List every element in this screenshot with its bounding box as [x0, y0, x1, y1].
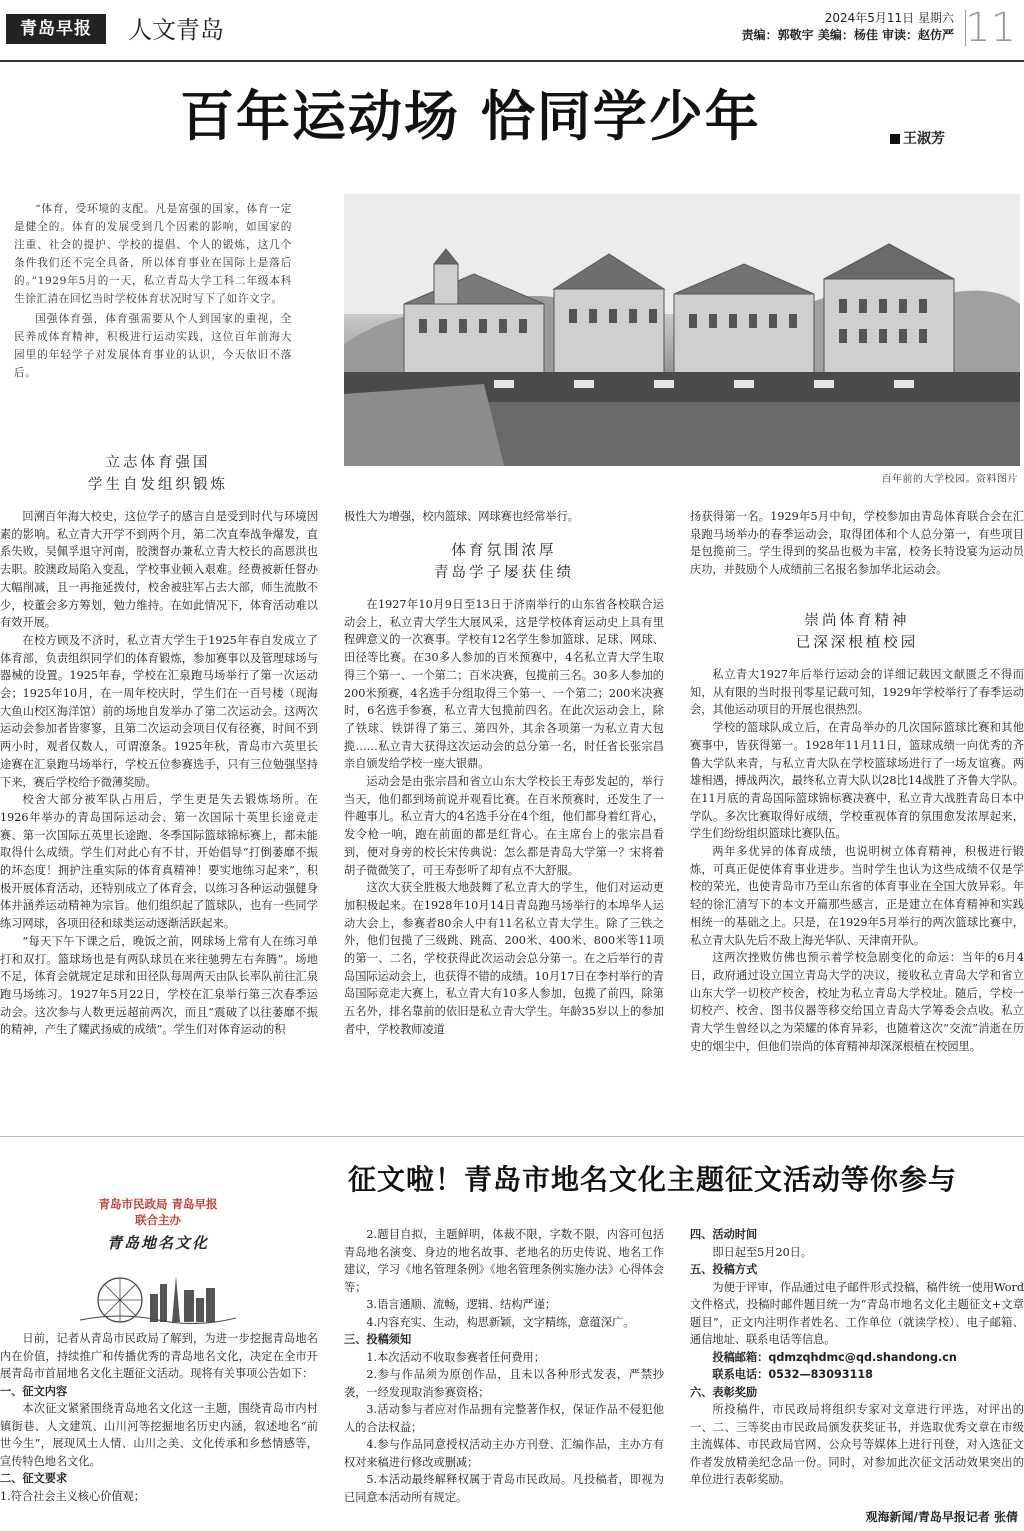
contact-phone: 联系电话：0532—83093118 [712, 1368, 873, 1381]
notice-paragraph: 本次征文紧紧围绕青岛地名文化这一主题，围绕青岛市内村镇街巷、人文建筑、山川河等挖掘地名历史内涵，叙述地名“前世今生”，展现风土人情、山川之美、文化传承和乡愁情感等，宣传特色地名文化。 [0, 1402, 318, 1468]
subhead-2-line2: 青岛学子屡获佳绩 [434, 565, 574, 581]
logo-organizers: 青岛市民政局 青岛早报 [98, 1197, 218, 1211]
notice-heading: 二、征文要求 [0, 1472, 68, 1485]
logo-co-host: 联合主办 [135, 1213, 181, 1227]
body-paragraph: 两年多优异的体育成绩，也说明树立体育精神，积极进行锻炼，可真正促使体育事业进步。当时学生也认为这些成绩不仅是学校的荣光，也使青岛市乃至山东省的体育事业在全国大放异彩。年轻的徐汇清写下的本文开篇那些感言，正是建立在体育精神和实践相统一的基础之上。只是，在1929年5月举行的两次篮球比赛中，私立青大队先后不敌上海光华队、天津南开队。 [690, 845, 1024, 947]
body-paragraph: 在校方顾及不济时，私立青大学生于1925年春自发成立了体育部，负责组织同学们的体育锻炼，参加赛事以及管理球场与器械的设置。1925年春，学校在汇泉跑马场举行了第一次运动会；1925年10月，在一周年校庆时，学生们在一百号楼（现海大鱼山校区海洋馆）前的场地自发举办了第二次运动会。这两次运动会参加者皆寥寥，且第二次运动会项目仅有径赛，时间不到两小时，观者仅数人，可谓潦条。1925年秋，青岛市六英里长途赛在汇泉跑马场举行，学校五位参赛选手，只有三位勉强坚持下来，赛后学校给予微薄奖励。 [0, 633, 318, 789]
campus-buildings-illustration [344, 194, 1020, 466]
notice-heading: 六、表彰奖励 [690, 1385, 758, 1399]
editor-credits: 责编：郭敬宇 美编：杨佳 审读：赵仿严 [741, 28, 954, 42]
section-divider [0, 1136, 1024, 1137]
notice-column-2 [344, 1226, 664, 1526]
article-byline: 王淑芳 [890, 128, 945, 148]
notice-item: 5.本活动最终解释权属于青岛市民政局。凡投稿者，即视为已同意本活动所有规定。 [344, 1473, 664, 1504]
body-paragraph: 私立青大1927年后举行运动会的详细记载因文献匮乏不得而知，从有限的当时报刊零星记载可知，1929年学校举行了春季运动会，其他运动项目的开展也很热烈。 [690, 668, 1024, 717]
notice-item: 3.活动参与者应对作品拥有完整著作权，保证作品不侵犯他人的合法权益； [344, 1403, 664, 1434]
notice-item: 2.题目自拟，主题鲜明，体裁不限，字数不限，内容可包括青岛地名演变、身边的地名故事、老地名的历史传说、地名工作建议，学习《地名管理条例》《地名管理条例实施办法》心得体会等； [344, 1228, 664, 1294]
article-column-2 [344, 596, 664, 1108]
notice-title: 征文啦！青岛市地名文化主题征文活动等你参与 [348, 1163, 958, 1196]
contest-logo [80, 1196, 236, 1328]
subhead-3-line1: 崇尚体育精神 [804, 613, 910, 629]
notice-heading: 三、投稿须知 [344, 1333, 412, 1346]
body-paragraph: 运动会是由张宗昌和省立山东大学校长王寿彭发起的，举行当天，他们都到场前说并观看比赛。在百米预赛时，还发生了一件趣事儿。私立青大的4名选手分在4个组，他们都身着红背心，发令枪一响，跑在前面的都是红背心。在主席台上的张宗昌看到，便对身旁的校长宋传典说：怎么都是青岛大学第一？宋将着胡子微微笑了，可王寿彭听了却有点不大舒服。 [344, 775, 664, 877]
subhead-1 [20, 452, 296, 496]
article-column-1 [0, 508, 318, 1108]
notice-item: 1.符合社会主义核心价值观； [0, 1489, 145, 1503]
body-paragraph: 这次大获全胜极大地鼓舞了私立青大的学生，他们对运动更加积极起来。在1928年10月14日青岛跑马场举行的本埠华人运动大会上，参赛者80余人中有11名私立青大学生。除了三铁之外，他们包揽了三级跳、跳高、200米、400米、800米等11项的第一、二名，学校获得此次运动会总分第一。在之后举行的青岛国际运动会上，也获得不错的成绩。10月17日在李村举行的青岛国际竞走大赛上，私立青大有10多人参加，包揽了前四，除第五名外，排名靠前的依旧是私立青大学生。年龄35岁以上的参加者中，学校教师凌道 [344, 881, 664, 1036]
notice-item: 即日起至5月20日。 [712, 1245, 813, 1259]
notice-item: 1.本次活动不收取参赛者任何费用； [366, 1350, 545, 1364]
body-paragraph: 校舍大部分被军队占用后，学生更是失去锻炼场所。在1926年举办的青岛国际运动会、第一次国际十英里长途竞走赛、第一次国际五英里长途跑、冬季国际篮球锦标赛上，都未能取得什么成绩。学生们对此心有不甘，开始倡导“打倒萎靡不振的坏态度！拥护注重实际的体育真精神！要实地练习起来”，积极开展体育活动，还特别成立了体育会，以练习各种运动强健身体并涵养运动精神为宗旨。他们组织起了篮球队，也有一些同学练习网球，各项田径和球类运动逐渐活跃起来。 [0, 793, 318, 931]
photo-caption: 百年前的大学校园。资料图片 [881, 474, 1018, 485]
notice-item: 4.参与作品同意授权活动主办方刊登、汇编作品，主办方有权对来稿进行修改或删减； [344, 1438, 664, 1469]
subhead-3-line2: 已深深根植校园 [795, 635, 919, 651]
logo-name: 青岛地名文化 [106, 1234, 209, 1252]
intro-paragraph: “体育，受环境的支配。凡是富强的国家，体育一定是健全的。体育的发展受到几个因素的影响，如国家的注重、社会的提护、学校的提倡、个人的锻炼，这几个条件我们还不完全具备，所以体育事业在国际上是落后的。”1929年5月的一天，私立青岛大学工科二年级本科生徐汇清在回忆当时学校体育状况时写下了如许文字。 [14, 203, 292, 305]
subhead-1-line1: 立志体育强国 [105, 455, 211, 471]
article-column-3-lead [690, 508, 1024, 598]
subhead-1-line2: 学生自发组织锻炼 [88, 477, 228, 493]
notice-paragraph: 日前，记者从青岛市民政局了解到，为进一步挖掘青岛地名内在价值，持续推广和传播优秀的青岛地名文化，决定在全市开展青岛市首届地名文化主题征文活动。现将有关事项公告如下： [0, 1332, 318, 1380]
issue-date: 2024年5月11日 星期六 [824, 11, 954, 25]
body-paragraph: 回溯百年海大校史，这位学子的感言自是受到时代与环境因素的影响。私立青大开学不到两个月，第二次直奉战争爆发，直系失败，吴佩孚退守河南，胶澳督办兼私立青大校长的高恩洪也去职。胶澳政局陷入变乱，学校事业顿入艰难。经费被新任督办大幅削减，且一再拖延拨付，校舍被驻军占去大部，师生流散不少，校董会多方筹划，勉力维持。在如此情况下，体育活动难以有效开展。 [0, 510, 318, 630]
reporter-credit: 观海新闻/青岛早报记者 张倩 [865, 1510, 1018, 1524]
body-paragraph: “每天下午下课之后，晚饭之前，网球场上常有人在练习单打和双打。篮球场也是有两队球员在来往驰骋左右奔腾”。场地不足，体育会就规定足球和田径队每周两天由队长率队前往汇泉跑马场练习。1927年5月22日，学校在汇泉举行第三次春季运动会。这次参与人数更远超前两次，而且“震破了以往萎靡不振的精神，产生了耀武扬威的成绩”。学生们对体育运动的积 [0, 934, 318, 1037]
article-intro [14, 200, 292, 384]
notice-item: 3.语言通顺、流畅，逻辑、结构严谨； [366, 1298, 557, 1311]
notice-item: 为便于评审，作品通过电子邮件形式投稿，稿件统一使用Word文件格式，投稿时邮件题目统一为“青岛市地名文化主题征文+文章题目”，正文内注明作者姓名、工作单位（就读学校）、电子邮箱、通信地址、联系电话等信息。 [690, 1280, 1024, 1346]
page-header [0, 0, 1024, 62]
notice-item: 所投稿件，市民政局将组织专家对文章进行评选，对评出的一、二、三等奖由市民政局颁发获奖证书，并选取优秀文章在市级主流媒体、市民政局官网、公众号等媒体上进行刊登，对入选征文作者发放精美纪念品一份。同时，对参加此次征文活动效果突出的单位进行表彰奖励。 [690, 1403, 1024, 1486]
notice-item: 2.参与作品须为原创作品，且未以各种形式发表，严禁抄袭，一经发现取消参赛资格； [344, 1368, 664, 1399]
article-title: 百年运动场 恰同学少年 [180, 85, 761, 148]
body-paragraph: 这两次挫败仿佛也预示着学校急剧变化的命运：当年的6月4日，政府通过设立国立青岛大学的决议，接收私立青岛大学和省立山东大学一切校产校舍，校址为私立青岛大学校址。随后，学校一切校产、校舍、图书仪器等移交给国立青岛大学筹委会点收。私立青大学生曾经以之为荣耀的体育异彩，也随着这次“交流”消逝在历史的烟尘中，但他们崇尚的体育精神却深深根植在校园里。 [690, 951, 1024, 1053]
subhead-2 [344, 540, 664, 584]
notice-column-3 [690, 1226, 1024, 1506]
notice-heading: 四、活动时间 [690, 1228, 758, 1241]
notice-item: 4.内容充实、生动，构思新颖，文字精练，意蕴深广。 [366, 1315, 635, 1329]
subhead-3 [690, 610, 1024, 654]
intro-paragraph: 国强体育强，体育强需要从个人到国家的重视，全民养成体育精神，积极进行运动实践，这位百年前海大园里的年轻学子对发展体育事业的认识，今天依旧不落后。 [14, 313, 292, 379]
article-column-3 [690, 666, 1024, 1108]
notice-heading: 一、征文内容 [0, 1384, 68, 1398]
masthead-logo: 青岛早报 [6, 14, 106, 44]
article-column-2-lead [344, 508, 664, 528]
body-paragraph: 极性大为增强，校内篮球、网球赛也经常举行。 [344, 510, 579, 523]
section-name: 人文青岛 [128, 16, 224, 44]
submission-email[interactable]: 投稿邮箱：qdmzqhdmc@qd.shandong.cn [712, 1350, 957, 1364]
body-paragraph: 扬获得第一名。1929年5月中旬，学校参加由青岛体育联合会在汇泉跑马场举办的春季运动会，取得团体和个人总分第一，有些项目是包揽前三。学生得到的奖品也极为丰富，校务长特设宴为运动员庆功，并鼓励个人成绩前三名报名参加华北运动会。 [690, 510, 1024, 577]
header-meta [742, 10, 954, 44]
notice-heading: 五、投稿方式 [690, 1263, 758, 1276]
campus-photo [344, 194, 1020, 466]
page-number: 11 [965, 5, 1016, 51]
body-paragraph: 在1927年10月9日至13日于济南举行的山东省各校联合运动会上，私立青大学生大展风采，这是学校体育运动史上具有里程碑意义的一次赛事。学校有12名学生参加篮球、足球、网球、田径等比赛。在30多人参加的百米预赛中，4名私立青大学生取得三个第一、一个第二；百米决赛，包揽前三名。30多人参加的200米预赛，4名选手分组取得三个第一、一个第二；200米决赛时，6名选手参赛，私立青大包揽前四名。在此次运动会上，除了铁球、铁饼得了第三、第四外，其余各项第一为私立青大包揽……私立青大获得这次运动会的总分第一名，时任省长张宗昌亲自颁发给学校一座大银鼎。 [344, 598, 664, 771]
body-paragraph: 学校的篮球队成立后，在青岛举办的几次国际篮球比赛和其他赛事中，皆获得第一。1928年11月11日，篮球成绩一向优秀的齐鲁大学队来青，与私立青大队在学校篮球场进行了一场友谊赛。两雄相遇，搏战两次，最终私立青大队以28比14战胜了齐鲁大学队。在11月底的青岛国际篮球锦标赛决赛中，私立青大战胜青岛日本中学队。多次比赛取得好成绩，学校重视体育的氛围愈发浓厚起来，学生们纷纷组织篮球比赛队伍。 [690, 721, 1024, 841]
notice-column-1 [0, 1330, 318, 1525]
city-skyline-icon [80, 1254, 236, 1324]
subhead-2-line1: 体育氛围浓厚 [451, 543, 557, 559]
